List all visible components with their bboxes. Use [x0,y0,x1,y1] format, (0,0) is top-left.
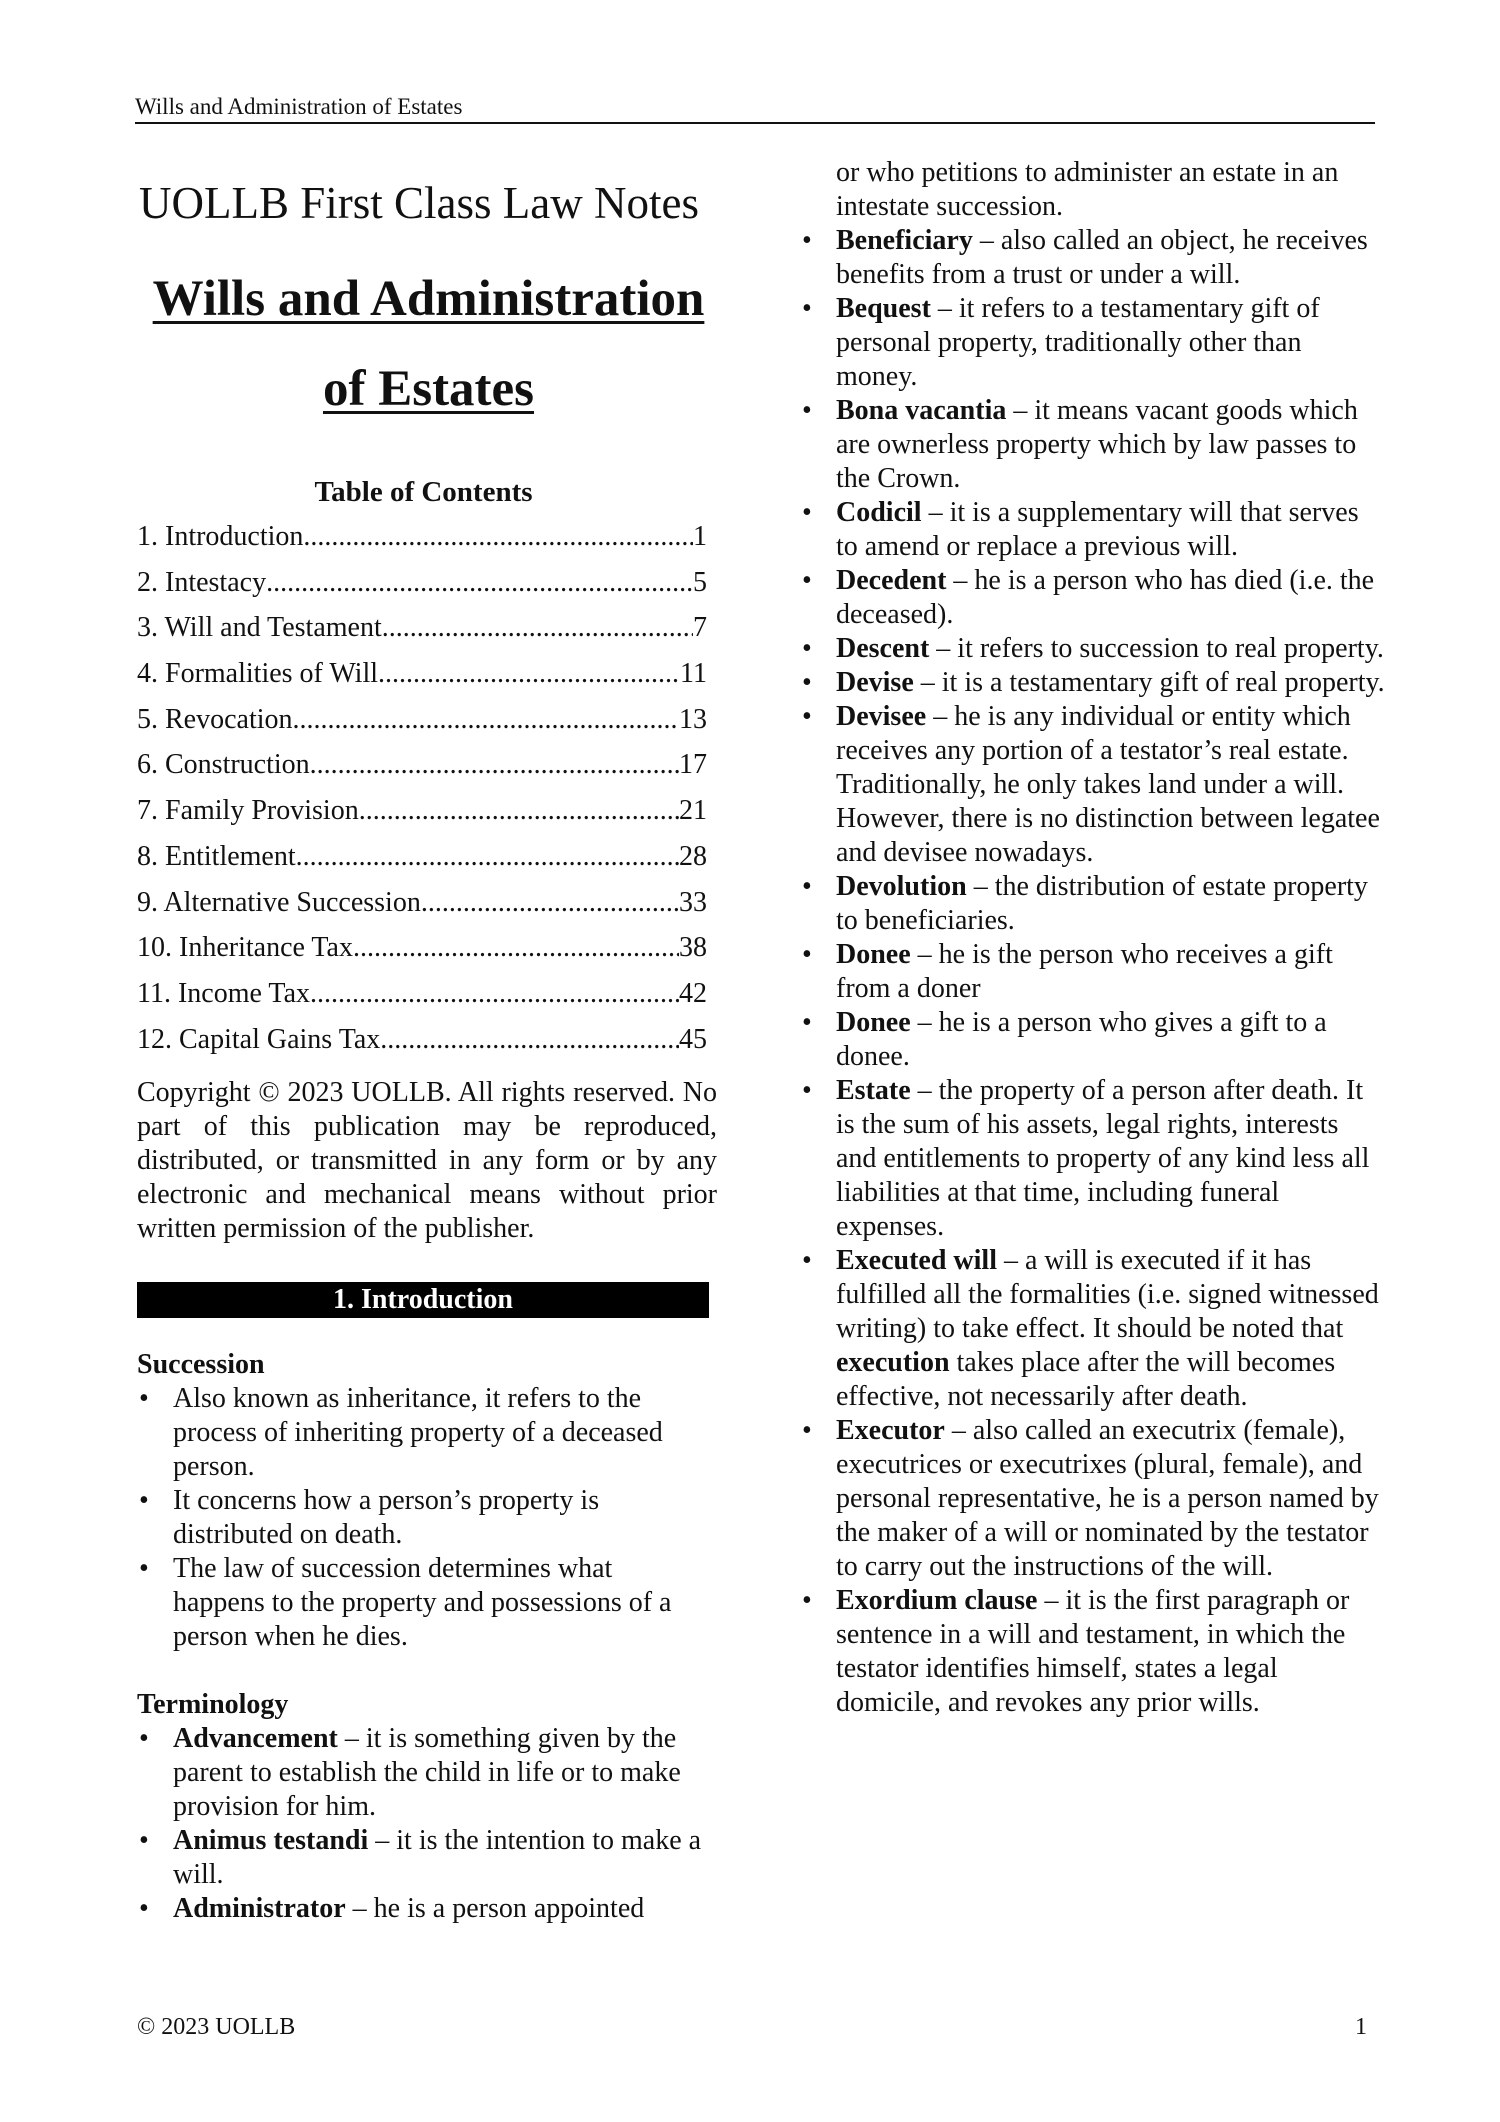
term-name: Donee [836,1007,911,1038]
term-definition: – he is a person appointed [345,1893,645,1925]
toc-leader [359,788,679,834]
term-definition: – it is the intention to make a will. [173,1825,702,1891]
term-definition: – the distribution of estate property to beneficiaries. [836,871,1368,936]
term-name: Devise [836,667,914,698]
toc-page-number: 38 [679,932,707,964]
list-item: • It concerns how a person’s property is distributed on death. [137,1484,710,1552]
document-title [147,254,710,434]
term-continuation: or who petitions to administer an estate in an intestate succession. [836,157,1339,222]
toc-page-number: 28 [679,840,707,872]
toc-label: 10. Inheritance Tax [137,932,353,964]
term-definition: – it refers to a testamentary gift of personal property, traditionally other than money. [836,293,1320,392]
toc-leader [266,560,693,606]
toc-label: 11. Income Tax [137,977,310,1009]
toc-leader [293,697,679,743]
term-definition: – it is something given by the parent to establish the child in life or to make provision for him. [173,1723,681,1823]
toc-entry-capital-gains-tax[interactable] [137,1017,707,1063]
toc-entry-intestacy[interactable] [137,560,707,606]
subheading-terminology: Terminology [137,1689,289,1721]
term-item [800,292,1385,394]
footer-copyright: © 2023 UOLLB [137,2014,296,2040]
term-name: Bona vacantia [836,395,1007,426]
term-definition: – he is a person who gives a gift to a donee. [836,1007,1327,1072]
term-item [800,1074,1385,1244]
toc-entry-revocation[interactable] [137,697,707,743]
toc-entry-family-provision[interactable] [137,788,707,834]
toc-leader [378,651,680,697]
toc-entry-alternative-succession[interactable] [137,880,707,926]
toc-label: 4. Formalities of Will [137,658,379,690]
toc-entry-formalities-of-will[interactable] [137,651,707,697]
term-definition-continued: takes place after the will becomes effective, not necessarily after death. [836,1347,1336,1412]
terminology-list-right [800,224,1385,1720]
toc-entry-inheritance-tax[interactable] [137,925,707,971]
toc-entry-entitlement[interactable] [137,834,707,880]
term-item [800,666,1385,700]
term-item [800,870,1385,938]
document-title-line-1: Wills and Administration [152,271,705,327]
term-item [800,1584,1385,1720]
toc-entry-introduction[interactable] [137,514,707,560]
term-item [137,1722,710,1824]
toc-page-number: 11 [680,658,707,690]
toc-label: 6. Construction [137,749,310,781]
term-item [800,1414,1385,1584]
term-definition: – it is a testamentary gift of real property. [913,667,1385,698]
term-item [800,394,1385,496]
term-item [800,632,1385,666]
toc-entry-income-tax[interactable] [137,971,707,1017]
toc-label: 3. Will and Testament [137,612,382,644]
section-heading-introduction: 1. Introduction [137,1282,709,1318]
toc-page-number: 45 [679,1023,707,1055]
term-name: Animus testandi [173,1825,369,1857]
page-number: 1 [1355,2014,1367,2040]
toc-leader [303,514,693,560]
term-name: Beneficiary [836,225,973,256]
term-name: Devolution [836,871,967,902]
term-item [800,224,1385,292]
succession-list [137,1382,710,1654]
toc-page-number: 42 [679,977,707,1009]
term-definition: – he is the person who receives a gift from a doner [836,939,1333,1004]
toc-leader [353,925,679,971]
toc-page-number: 17 [679,749,707,781]
term-definition: – also called an executrix (female), executrices or executrixes (plural, female), and personal representative, he is a person named by the maker of a will or nominated by the testator to carry out the instructions of the will. [836,1415,1379,1582]
term-item [137,1824,710,1892]
running-header: Wills and Administration of Estates [135,92,1375,124]
term-name: Bequest [836,293,931,324]
document-title-line-2: of Estates [322,361,535,417]
list-item: • The law of succession determines what happens to the property and possessions of a person when he dies. [137,1552,710,1654]
left-column [137,168,717,1926]
term-emphasis: execution [836,1347,950,1378]
toc-leader [380,1017,679,1063]
toc-leader [382,605,693,651]
term-definition: – it is a supplementary will that serves to amend or replace a previous will. [836,497,1359,562]
toc-leader [310,742,679,788]
term-definition: – he is any individual or entity which receives any portion of a testator’s real estate. Traditionally, he only takes land under a will. However, there is no distinction between legatee and devisee nowadays. [836,701,1380,868]
toc-page-number: 21 [679,795,707,827]
term-definition: – it means vacant goods which are ownerless property which by law passes to the Crown. [836,395,1358,494]
term-name: Codicil [836,497,922,528]
term-name: Executed will [836,1245,997,1276]
toc-leader [296,834,679,880]
toc-label: 1. Introduction [137,521,304,552]
term-item [800,564,1385,632]
toc-page-number: 33 [679,886,707,918]
toc-label: 5. Revocation [137,703,293,735]
brand-title: UOLLB First Class Law Notes [139,178,699,228]
term-definition: – a will is executed if it has fulfilled all the formalities (i.e. signed witnessed writing) to take effect. It should be noted that [836,1245,1379,1344]
term-definition: – also called an object, he receives benefits from a trust or under a will. [836,225,1368,290]
right-column [800,156,1385,1720]
toc-page-number: 13 [679,703,707,735]
list-item: • Also known as inheritance, it refers to the process of inheriting property of a deceased person. [137,1382,710,1484]
toc-entry-will-and-testament[interactable] [137,605,707,651]
term-name: Donee [836,939,911,970]
term-item [800,938,1385,1006]
toc-page-number: 7 [693,612,707,644]
term-name: Exordium clause [836,1585,1038,1616]
toc-label: 8. Entitlement [137,840,296,872]
toc-leader [310,971,679,1017]
toc-label: 7. Family Provision [137,795,359,827]
term-item [137,1892,710,1926]
term-item [800,1006,1385,1074]
term-definition: – it refers to succession to real property. [929,633,1384,664]
term-name: Administrator [173,1893,346,1925]
term-definition: – he is a person who has died (i.e. the deceased). [836,565,1375,630]
term-item [800,700,1385,870]
term-name: Executor [836,1415,945,1446]
toc-page-number: 5 [693,566,707,598]
term-name: Advancement [173,1723,338,1755]
toc-page-number: 1 [693,521,707,552]
term-item [800,1244,1385,1414]
toc-leader [421,880,679,926]
toc-label: 12. Capital Gains Tax [137,1023,381,1055]
term-item [800,496,1385,564]
copyright-notice: Copyright © 2023 UOLLB. All rights reserved. No part of this publication may be reproduced, distributed, or transmitted in any form or by any electronic and mechanical means without prior written permission of the publisher. [137,1077,717,1245]
toc-entry-construction[interactable] [137,742,707,788]
term-name: Decedent [836,565,947,596]
term-name: Devisee [836,701,927,732]
toc-label: 9. Alternative Succession [137,886,421,918]
term-definition: – the property of a person after death. It is the sum of his assets, legal rights, interests and entitlements to property of any kind less all liabilities at that time, including funeral expenses. [836,1075,1370,1242]
term-name: Estate [836,1075,911,1106]
toc-heading: Table of Contents [314,476,533,508]
subheading-succession: Succession [137,1349,265,1381]
toc-label: 2. Intestacy [137,566,267,598]
table-of-contents [137,514,707,1062]
terminology-list-left [137,1722,710,1926]
term-name: Descent [836,633,930,664]
term-definition: – it is the first paragraph or sentence in a will and testament, in which the testator identifies himself, states a legal domicile, and revokes any prior wills. [836,1585,1350,1718]
